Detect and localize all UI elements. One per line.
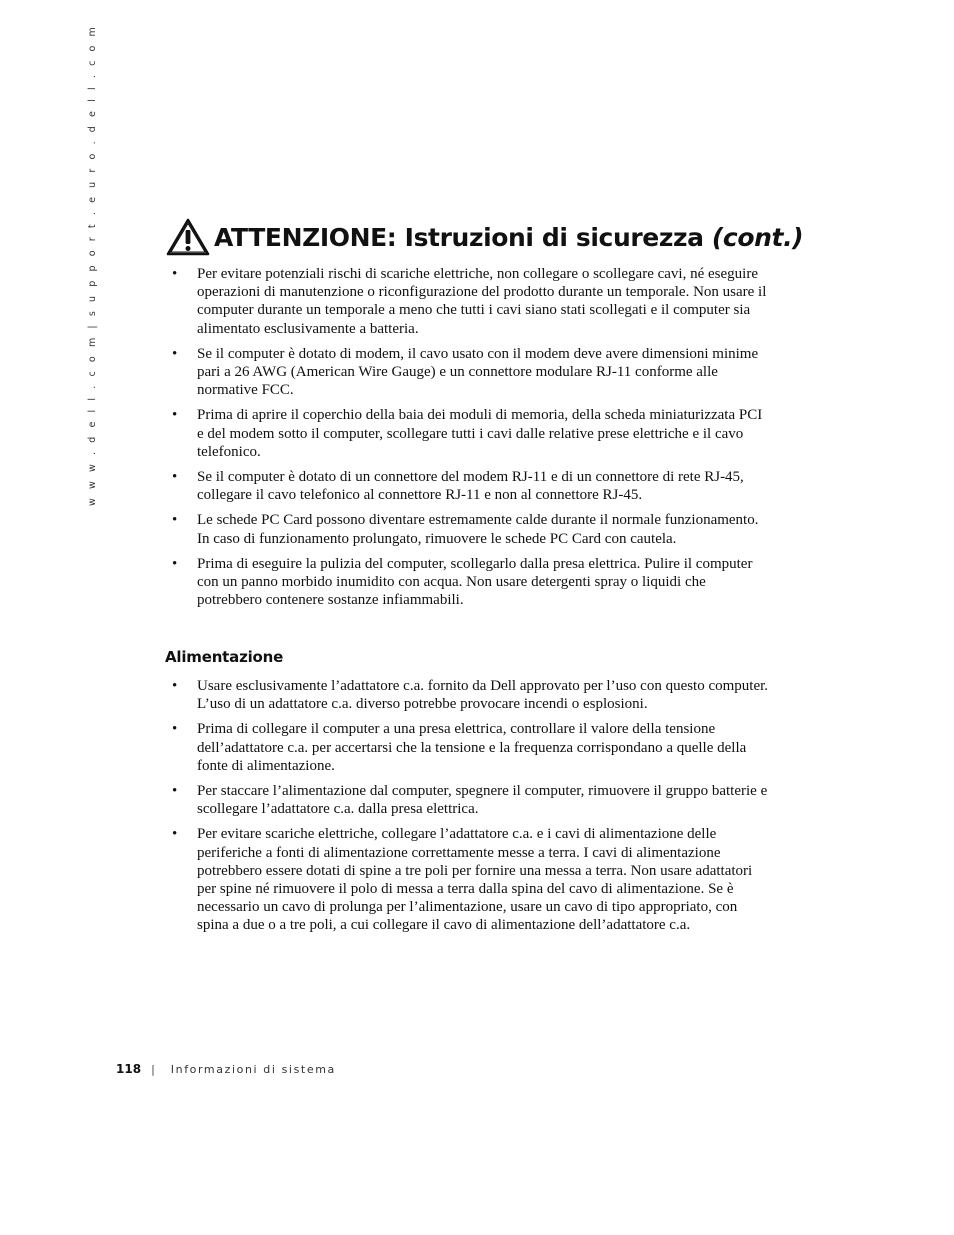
list-item <box>172 825 772 934</box>
bullet-icon: • <box>172 783 178 800</box>
list-item-text: Prima di collegare il computer a una presa elettrica, controllare il valore della tensione dell’adattatore c.a. per accertarsi che la tensione e la frequenza corrispondano a quelle della fonte di alimentazione. <box>197 721 747 774</box>
heading-title: Istruzioni di sicurezza <box>396 222 712 252</box>
page-number: 118 <box>116 1062 142 1076</box>
list-item <box>172 677 772 713</box>
section-title-alimentazione: Alimentazione <box>165 648 284 666</box>
bullet-icon: • <box>172 469 178 486</box>
list-item-text: Per evitare scariche elettriche, collegare l’adattatore c.a. e i cavi di alimentazione delle periferiche a fonti di alimentazione correttamente messe a terra. I cavi di alimentazione potrebbero essere dotati di spine a tre poli per fornire una messa a terra. Non usare adattatori per spine né rimuovere il polo di messa a terra dalla spina del cavo di alimentazione. Se è necessario un cavo di prolunga per l’alimentazione, usare un cavo di tipo appropriato, con spina a due o a tre poli, a cui collegare il cavo di alimentazione dell’adattatore c.a. <box>197 826 753 934</box>
list-item <box>172 511 772 547</box>
list-item-text: Prima di eseguire la pulizia del computer, scollegarlo dalla presa elettrica. Pulire il computer con un panno morbido inumidito con acqua. Non usare detergenti spray o liquidi che potrebbero contenere sostanze infiammabili. <box>197 555 753 609</box>
page-heading <box>166 218 803 256</box>
bullet-icon: • <box>172 555 178 572</box>
list-item-text: Per evitare potenziali rischi di scariche elettriche, non collegare o scollegare cavi, né eseguire operazioni di manutenzione o riconfigurazione del prodotto durante un temporale. Non usare il computer durante un temporale a meno che tutti i cavi siano stati scollegati e il computer sia alimentato esclusivamente a batteria. <box>197 266 767 337</box>
list-item-text: Le schede PC Card possono diventare estremamente calde durante il normale funzionamento. In caso di funzionamento prolungato, rimuovere le schede PC Card con cautela. <box>197 512 759 547</box>
list-item <box>172 468 772 504</box>
bullet-icon: • <box>172 826 178 843</box>
page-footer <box>116 1062 336 1076</box>
bullet-icon: • <box>172 512 178 529</box>
list-item-text: Prima di aprire il coperchio della baia dei moduli di memoria, della scheda miniaturizzata PCI e del modem sotto il computer, scollegare tutti i cavi dalle relative prese elettriche e il cavo telefonico. <box>197 407 763 460</box>
heading-prefix: ATTENZIONE: <box>214 222 397 252</box>
warning-triangle-icon <box>166 218 210 256</box>
list-item-text: Usare esclusivamente l’adattatore c.a. fornito da Dell approvato per l’uso con questo computer. L’uso di un adattatore c.a. diverso potrebbe provocare incendi o esplosioni. <box>197 678 769 713</box>
power-list <box>172 677 772 942</box>
list-item <box>172 265 772 338</box>
list-item-text: Se il computer è dotato di modem, il cavo usato con il modem deve avere dimensioni minime pari a 26 AWG (American Wire Gauge) e un connettore modulare RJ-11 conforme alle normative FCC. <box>197 345 759 399</box>
bullet-icon: • <box>172 678 178 694</box>
safety-list <box>172 265 772 616</box>
bullet-icon: • <box>172 266 178 282</box>
list-item-text: Per staccare l’alimentazione dal computer, spegnere il computer, rimuovere il gruppo batterie e scollegare l’adattatore c.a. dalla presa elettrica. <box>197 783 768 818</box>
list-item <box>172 555 772 610</box>
side-url: w w w . d e l l . c o m | s u p p o r t . e u r o . d e l l . c o m <box>87 24 98 506</box>
heading-text <box>214 223 803 252</box>
list-item <box>172 720 772 775</box>
footer-separator: | <box>151 1063 155 1076</box>
bullet-icon: • <box>172 345 178 362</box>
list-item <box>172 345 772 400</box>
bullet-icon: • <box>172 407 178 424</box>
list-item <box>172 782 772 818</box>
heading-suffix: (cont.) <box>711 222 804 252</box>
footer-title: Informazioni di sistema <box>170 1063 336 1076</box>
list-item <box>172 406 772 461</box>
list-item-text: Se il computer è dotato di un connettore del modem RJ-11 e di un connettore di rete RJ-45, collegare il cavo telefonico al connettore RJ-11 e non al connettore RJ-45. <box>197 469 744 504</box>
bullet-icon: • <box>172 721 178 738</box>
